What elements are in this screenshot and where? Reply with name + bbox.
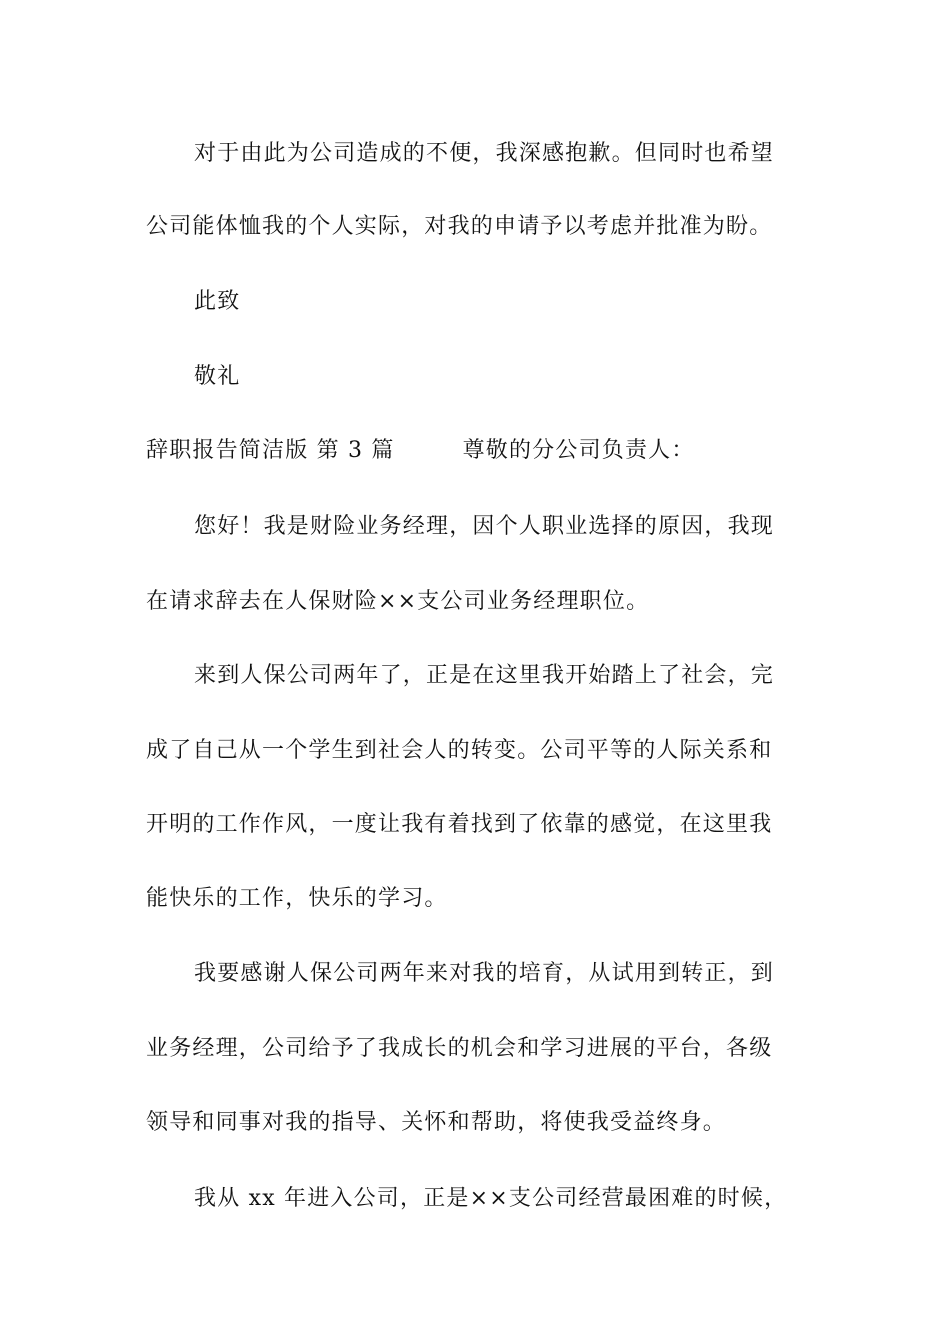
section-title: 辞职报告简洁版 第 3 篇 [146,438,395,463]
paragraph-line: 来到人保公司两年了，正是在这里我开始踏上了社会，完 [194,663,775,688]
closing-line: 敬礼 [194,364,241,389]
paragraph-line: 我要感谢人保公司两年来对我的培育，从试用到转正，到 [194,961,775,986]
paragraph-line: 开明的工作作风，一度让我有着找到了依靠的感觉，在这里我 [146,812,773,837]
closing-line: 此致 [194,289,241,314]
paragraph-line: 对于由此为公司造成的不便，我深感抱歉。但同时也希望 [194,141,775,166]
paragraph-line: 您好！我是财险业务经理，因个人职业选择的原因，我现 [194,514,775,539]
paragraph-line: 能快乐的工作，快乐的学习。 [146,886,448,911]
paragraph-line: 在请求辞去在人保财险××支公司业务经理职位。 [146,589,650,614]
paragraph-line: 业务经理，公司给予了我成长的机会和学习进展的平台，各级 [146,1036,773,1061]
paragraph-line: 成了自己从一个学生到社会人的转变。公司平等的人际关系和 [146,738,773,763]
section-heading [146,436,806,466]
paragraph-line: 公司能体恤我的个人实际，对我的申请予以考虑并批准为盼。 [146,214,773,239]
salutation: 尊敬的分公司负责人： [462,438,695,463]
paragraph-line: 我从 xx 年进入公司，正是××支公司经营最困难的时候， [194,1186,788,1211]
paragraph-line: 领导和同事对我的指导、关怀和帮助，将使我受益终身。 [146,1110,727,1135]
